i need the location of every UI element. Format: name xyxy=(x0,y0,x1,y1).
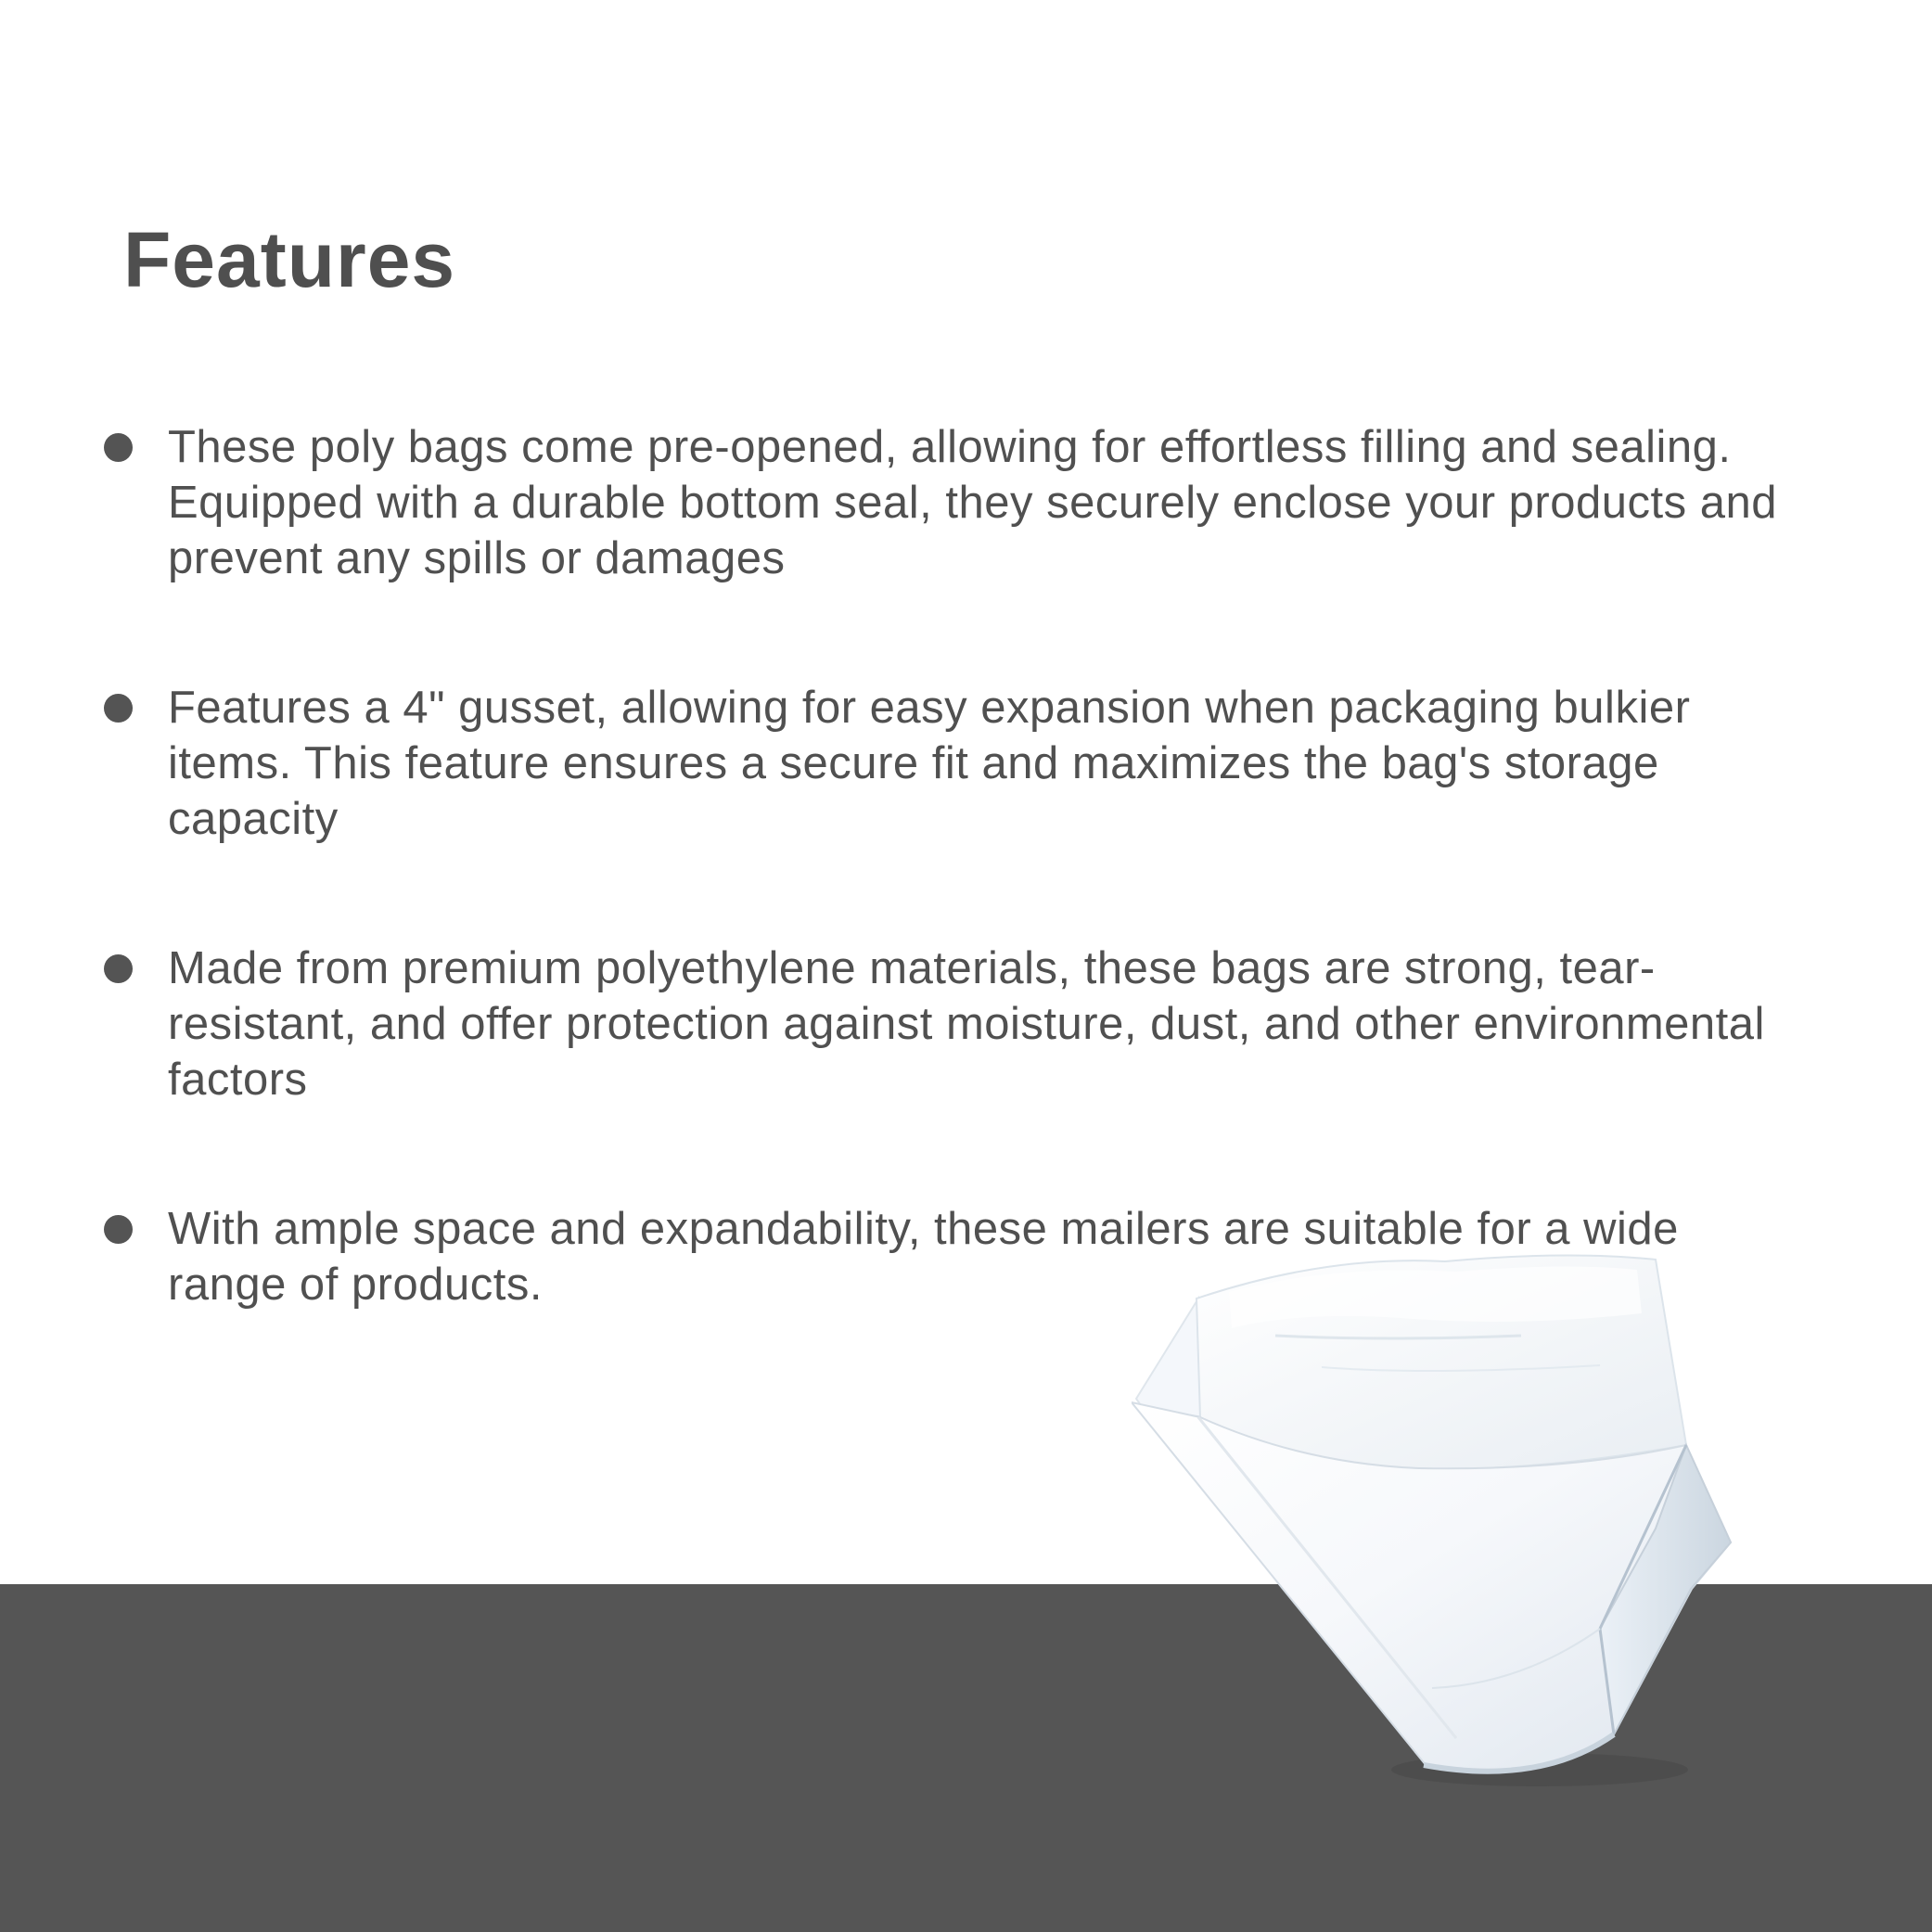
bullet-icon xyxy=(104,433,133,462)
feature-item-pre-opened xyxy=(102,419,1799,586)
bullet-icon xyxy=(104,1215,133,1244)
feature-item-materials xyxy=(102,940,1799,1107)
feature-text: With ample space and expandability, these mailers are suitable for a wide range of products. xyxy=(168,1204,1679,1310)
feature-item-gusset xyxy=(102,680,1799,847)
feature-text: Made from premium polyethylene materials, these bags are strong, tear-resistant, and offer protection against moisture, dust, and other environmental factors xyxy=(168,943,1765,1105)
poly-bag-image xyxy=(1132,1250,1799,1790)
page-title: Features xyxy=(123,216,456,303)
feature-text: Features a 4" gusset, allowing for easy expansion when packaging bulkier items. This feature ensures a secure fit and maximizes the bag's storage capacity xyxy=(168,683,1691,844)
feature-text: These poly bags come pre-opened, allowing for effortless filling and sealing. Equipped with a durable bottom seal, they securely enclose your products and prevent any spills or damages xyxy=(168,422,1777,583)
bullet-icon xyxy=(104,954,133,983)
bullet-icon xyxy=(104,694,133,723)
